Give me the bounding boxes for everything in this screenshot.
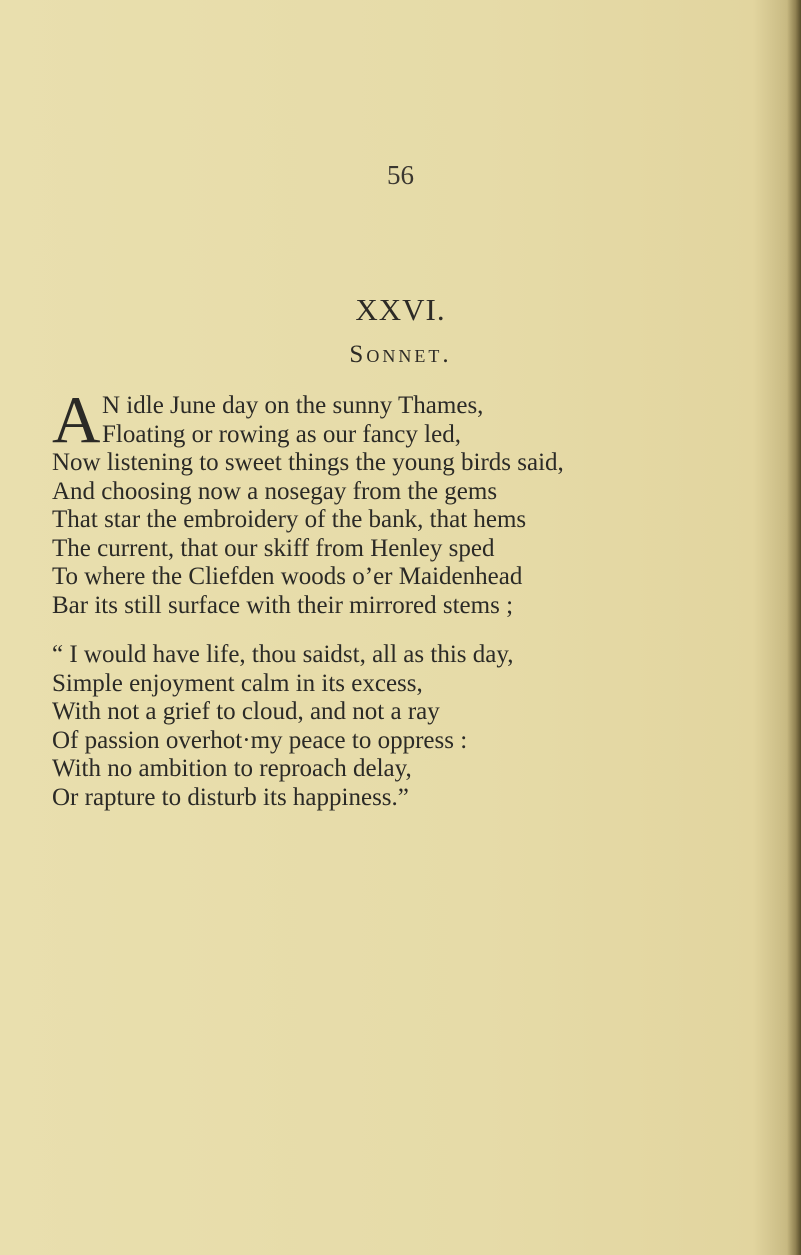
page-number: 56 [387, 160, 414, 190]
poem-line: Of passion overhot·my peace to oppress : [52, 726, 468, 754]
poem-line: Now listening to sweet things the young birds said, [52, 449, 564, 476]
poem-line: N idle June day on the sunny Thames, [102, 392, 484, 419]
poem-line: To where the Cliefden woods o’er Maidenhead [52, 563, 523, 590]
poem-line: Simple enjoyment calm in its excess, [52, 669, 423, 697]
drop-cap-letter: A [52, 383, 101, 457]
poem-line: Bar its still surface with their mirrored stems ; [52, 591, 514, 619]
poem-line: With not a grief to cloud, and not a ray [52, 698, 440, 725]
poem-title: Sonnet. [349, 341, 452, 368]
poem-line: Or rapture to disturb its happiness.” [52, 783, 409, 811]
poem-line: That star the embroidery of the bank, that hems [52, 506, 527, 533]
poem-line: “ I would have life, thou saidst, all as this day, [52, 641, 514, 668]
poem-number: XXVI. [355, 292, 446, 327]
poem-line: With no ambition to reproach delay, [52, 755, 412, 782]
stanza-1 [52, 383, 564, 620]
poem-line: The current, that our skiff from Henley sped [52, 534, 495, 562]
page-edge-shadow [787, 0, 801, 1255]
poem-line: Floating or rowing as our fancy led, [102, 420, 461, 448]
poem-line: And choosing now a nosegay from the gems [52, 477, 498, 505]
stanza-2 [52, 641, 513, 812]
